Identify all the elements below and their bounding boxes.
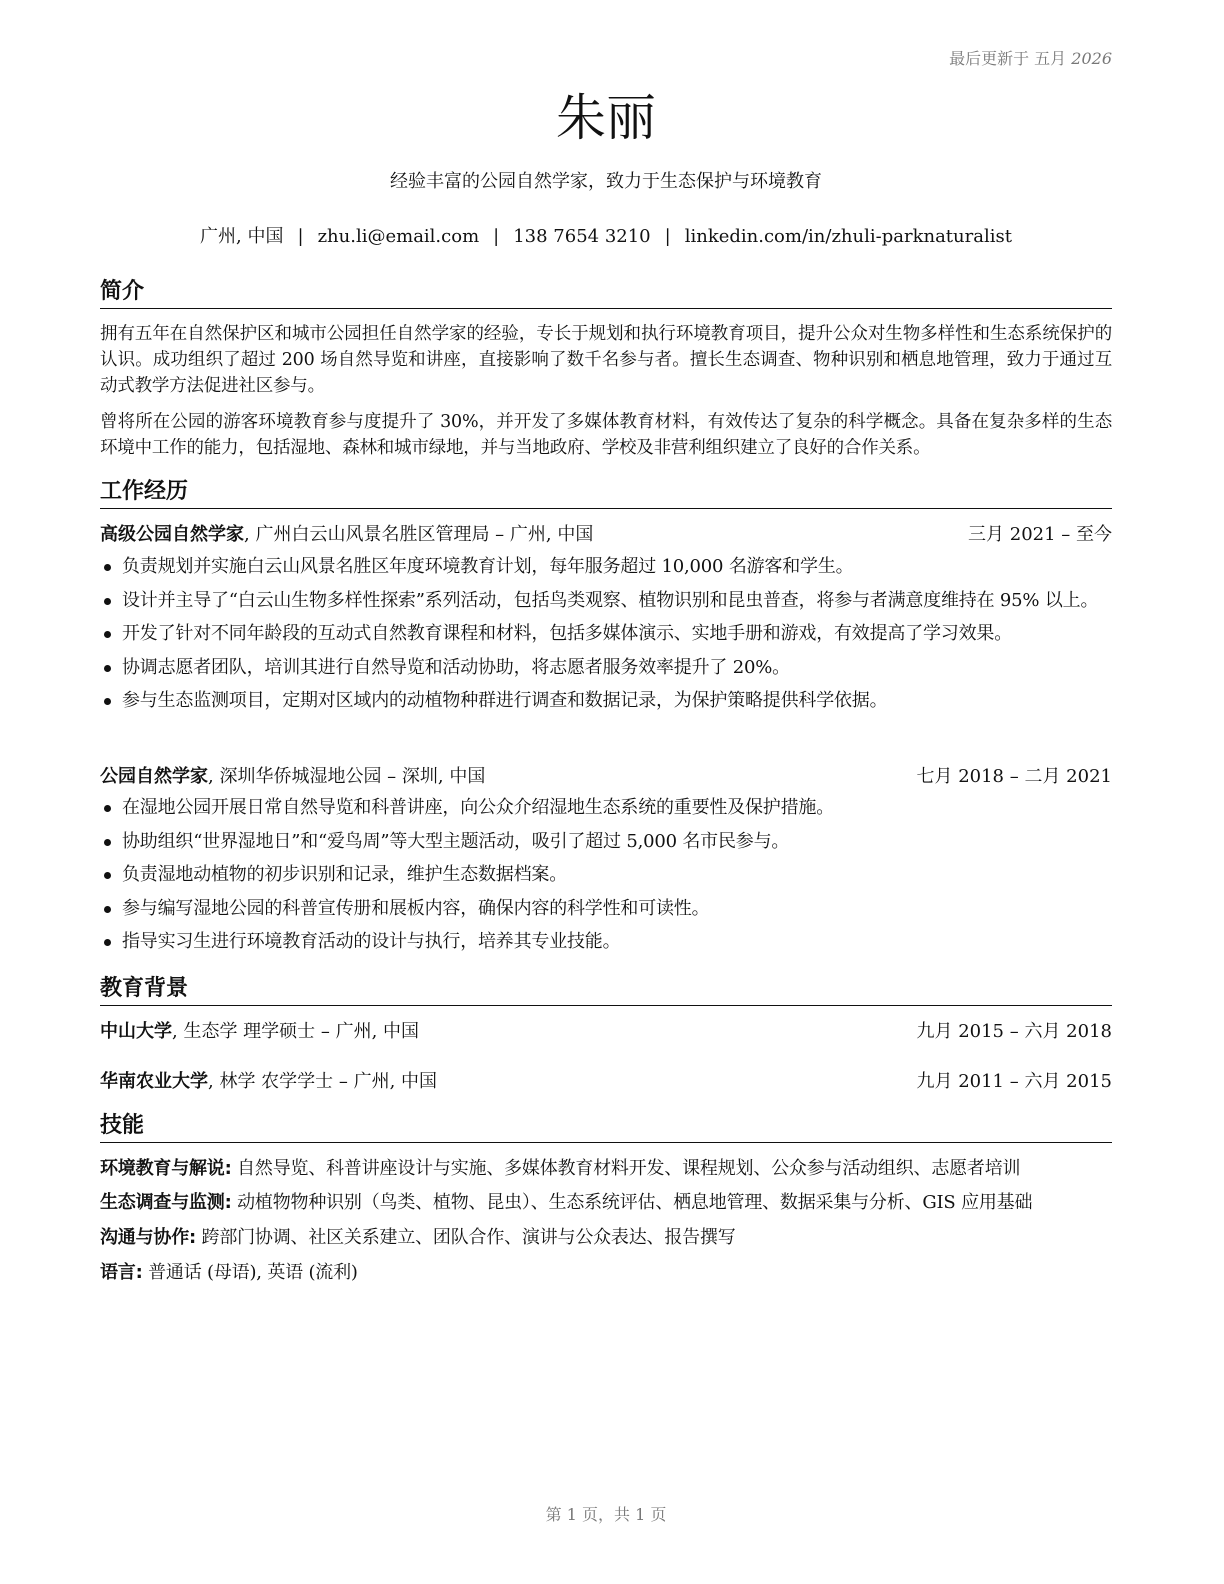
job-role: 高级公园自然学家: [100, 524, 244, 545]
last-updated-year: 2026: [1071, 49, 1112, 68]
job-title-line: [100, 523, 593, 547]
education-detail: , 生态学 理学硕士 – 广州, 中国: [172, 1021, 420, 1042]
job-org: , 深圳华侨城湿地公园 – 深圳, 中国: [208, 766, 486, 787]
job-header: [100, 523, 1112, 547]
last-updated-label: 最后更新于 五月: [949, 49, 1067, 68]
education-detail: , 林学 农学学士 – 广州, 中国: [208, 1071, 438, 1092]
list-item: 负责湿地动植物的初步识别和记录，维护生态数据档案。: [100, 863, 1112, 887]
job-org: , 广州白云山风景名胜区管理局 – 广州, 中国: [244, 524, 594, 545]
skill-line: [100, 1261, 1112, 1285]
skill-line: [100, 1157, 1112, 1181]
job-header: [100, 765, 1112, 789]
skills-heading: 技能: [100, 1112, 1112, 1143]
job-bullets: [100, 555, 1112, 723]
skill-label: 沟通与协作:: [100, 1227, 196, 1248]
education-item: [100, 1070, 1112, 1094]
experience-heading: 工作经历: [100, 478, 1112, 509]
job-bullets: [100, 796, 1112, 964]
education-dates: 九月 2011 – 六月 2015: [916, 1071, 1112, 1092]
education-item: [100, 1020, 1112, 1044]
page-number: 第 1 页，共 1 页: [545, 1505, 667, 1524]
job-dates: 七月 2018 – 二月 2021: [916, 766, 1112, 787]
education-title-line: [100, 1020, 419, 1044]
summary-heading: 简介: [100, 278, 1112, 309]
skill-value: 跨部门协调、社区关系建立、团队合作、演讲与公众表达、报告撰写: [196, 1227, 736, 1248]
contact-separator: |: [493, 226, 500, 247]
skill-line: [100, 1191, 1112, 1215]
skill-label: 语言:: [100, 1262, 143, 1283]
education-school: 华南农业大学: [100, 1071, 208, 1092]
job-dates: 三月 2021 – 至今: [968, 524, 1112, 545]
list-item: 设计并主导了“白云山生物多样性探索”系列活动，包括鸟类观察、植物识别和昆虫普查，将参与者满意度维持在 95% 以上。: [100, 589, 1112, 613]
summary-paragraph: 曾将所在公园的游客环境教育参与度提升了 30%，并开发了多媒体教育材料，有效传达了复杂的科学概念。具备在复杂多样的生态环境中工作的能力，包括湿地、森林和城市绿地，并与当地政府、学校及非营利组织建立了良好的合作关系。: [100, 412, 1112, 458]
list-item: 协调志愿者团队，培训其进行自然导览和活动协助，将志愿者服务效率提升了 20%。: [100, 656, 1112, 680]
skill-value: 自然导览、科普讲座设计与实施、多媒体教育材料开发、课程规划、公众参与活动组织、志愿者培训: [231, 1158, 1021, 1179]
tagline: 经验丰富的公园自然学家，致力于生态保护与环境教育: [390, 171, 822, 192]
skill-label: 生态调查与监测:: [100, 1192, 232, 1213]
list-item: 参与生态监测项目，定期对区域内的动植物种群进行调查和数据记录，为保护策略提供科学依据。: [100, 689, 1112, 713]
list-item: 协助组织“世界湿地日”和“爱鸟周”等大型主题活动，吸引了超过 5,000 名市民参与。: [100, 830, 1112, 854]
skill-line: [100, 1226, 1112, 1250]
skill-label: 环境教育与解说:: [100, 1158, 232, 1179]
contact-linkedin[interactable]: linkedin.com/in/zhuli-parknaturalist: [684, 226, 1012, 247]
skill-value: 普通话 (母语), 英语 (流利): [142, 1262, 358, 1283]
contact-separator: |: [664, 226, 671, 247]
resume-page: [100, 0, 1112, 1584]
education-title-line: [100, 1070, 437, 1094]
contact-phone: 138 7654 3210: [513, 226, 651, 247]
education-heading: 教育背景: [100, 975, 1112, 1006]
list-item: 参与编写湿地公园的科普宣传册和展板内容，确保内容的科学性和可读性。: [100, 897, 1112, 921]
list-item: 开发了针对不同年龄段的互动式自然教育课程和材料，包括多媒体演示、实地手册和游戏，有效提高了学习效果。: [100, 622, 1112, 646]
job-role: 公园自然学家: [100, 766, 208, 787]
education-school: 中山大学: [100, 1021, 172, 1042]
list-item: 负责规划并实施白云山风景名胜区年度环境教育计划，每年服务超过 10,000 名游客和学生。: [100, 555, 1112, 579]
education-dates: 九月 2015 – 六月 2018: [916, 1021, 1112, 1042]
candidate-name: 朱丽: [556, 89, 656, 147]
skill-value: 动植物物种识别（鸟类、植物、昆虫）、生态系统评估、栖息地管理、数据采集与分析、GIS 应用基础: [231, 1192, 1033, 1213]
contact-line: [100, 225, 1112, 249]
contact-separator: |: [297, 226, 304, 247]
contact-location: 广州, 中国: [200, 226, 284, 247]
list-item: 指导实习生进行环境教育活动的设计与执行，培养其专业技能。: [100, 930, 1112, 954]
contact-email[interactable]: zhu.li@email.com: [317, 226, 480, 247]
list-item: 在湿地公园开展日常自然导览和科普讲座，向公众介绍湿地生态系统的重要性及保护措施。: [100, 796, 1112, 820]
last-updated: [949, 46, 1112, 69]
summary-paragraph: 拥有五年在自然保护区和城市公园担任自然学家的经验，专长于规划和执行环境教育项目，提升公众对生物多样性和生态系统保护的认识。成功组织了超过 200 场自然导览和讲座，直接影响了数千名参与者。擅长生态调查、物种识别和栖息地管理，致力于通过互动式教学方法促进社区参与。: [100, 324, 1112, 396]
job-title-line: [100, 765, 485, 789]
